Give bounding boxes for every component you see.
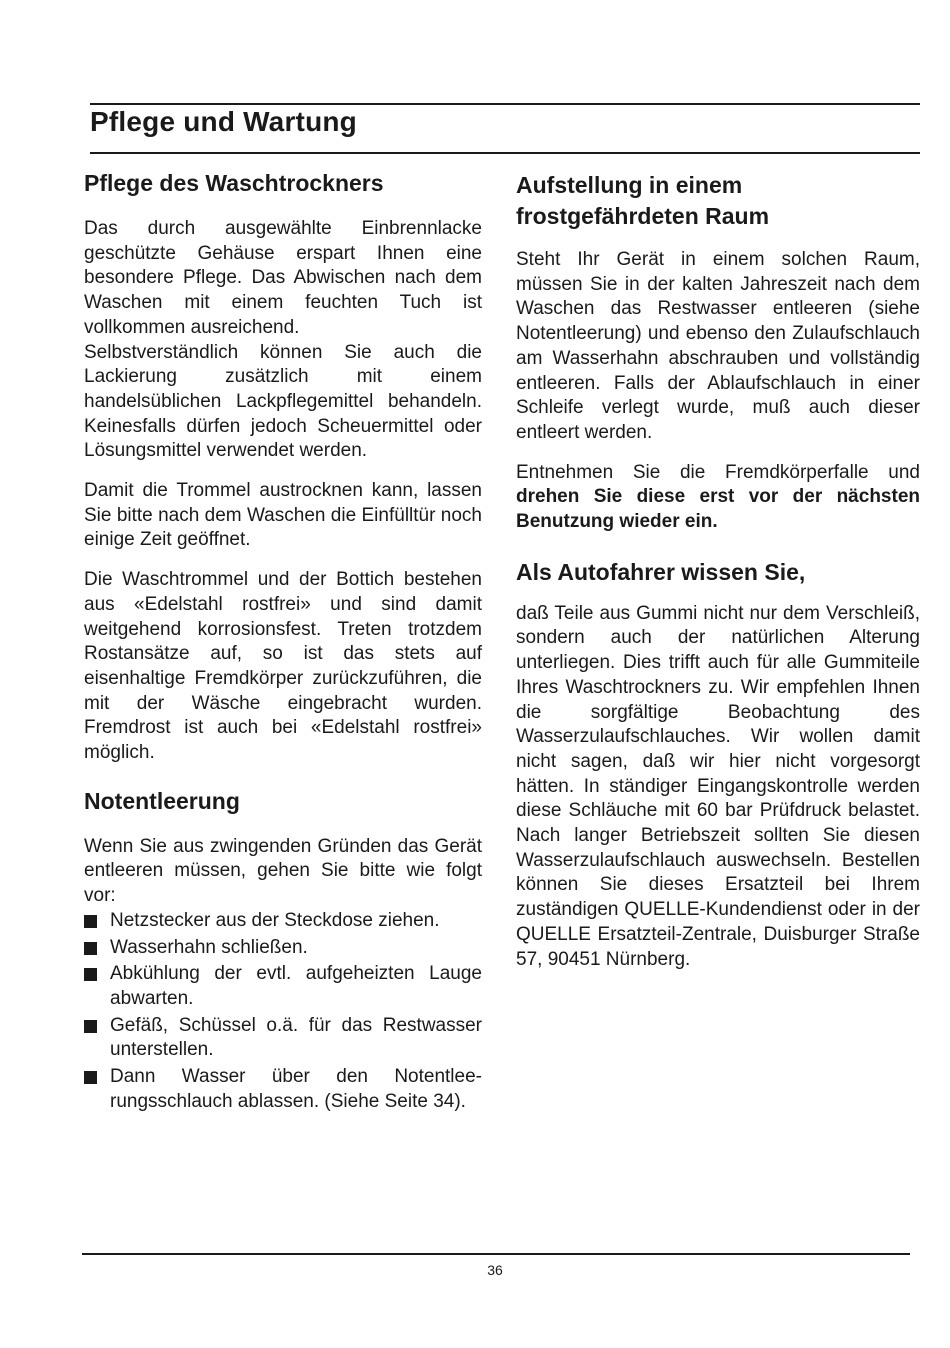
right-column [516, 170, 920, 987]
driver-paragraph: daß Teile aus Gummi nicht nur dem Verschleiß, sondern auch der natürlichen Alterung unterliegen. Dies trifft auch für alle Gummiteile Ihres Waschtrockners zu. Wir empfehlen Ihnen die sorgfältige Beobachtung des Wasserzulaufschlauches. Wir wollen damit nicht sagen, daß wir hier nicht vorgesorgt hätten. In ständiger Eingangskontrolle werden diese Schläuche mit 60 bar Prüfdruck belastet. Nach langer Betriebszeit sollten Sie diesen Wasserzulaufschlauch auswechseln. Bestellen können Sie dieses Ersatzteil bei Ihrem zuständigen QUELLE-Kundendienst oder in der QUELLE Ersatzteil-Zentrale, Duisburger Straße 57, 90451 Nürnberg. [516, 602, 920, 970]
care-paragraph-1: Das durch ausgewählte Einbrennlacke geschützte Gehäuse erspart Ihnen eine besondere Pflege. Das Abwischen nach dem Waschen mit einem feuchten Tuch ist vollkommen ausreichend. [84, 218, 482, 338]
square-bullet-icon [84, 968, 97, 981]
step-text: Wasserhahn schließen. [110, 936, 308, 958]
emergency-drain-heading: Notentleerung [84, 787, 240, 814]
care-paragraph-3: Damit die Trommel austrocknen kann, lassen Sie bitte nach dem Waschen die Einfülltür noch einige Zeit geöffnet. [84, 480, 482, 551]
square-bullet-icon [84, 1071, 97, 1084]
step-text: Netzstecker aus der Steckdose ziehen. [110, 909, 440, 931]
list-item [84, 962, 482, 1011]
list-item [84, 1065, 482, 1114]
square-bullet-icon [84, 1020, 97, 1033]
header-bottom-rule [90, 152, 920, 154]
left-column [84, 168, 482, 1121]
emergency-drain-intro: Wenn Sie aus zwingenden Gründen das Gerät entleeren müssen, gehen Sie bitte wie folgt vor: [84, 835, 482, 907]
driver-section [516, 557, 920, 973]
frost-paragraph-2-text: Entnehmen Sie die Fremdkörperfalle und [516, 461, 920, 483]
footer-rule [82, 1253, 910, 1255]
frost-section [516, 170, 920, 535]
care-heading: Pflege des Waschtrockners [84, 170, 384, 196]
frost-heading: Aufstellung in einem frostgefährdeten Raum [516, 172, 770, 229]
step-text: Abkühlung der evtl. aufgeheizten Lauge abwarten. [110, 963, 482, 1009]
square-bullet-icon [84, 915, 97, 928]
list-item [84, 1014, 482, 1063]
step-text: Dann Wasser über den Notentleerungsschlauch ablassen. (Siehe Seite 34). [110, 1066, 482, 1112]
page-number: 36 [487, 1262, 503, 1278]
step-text: Gefäß, Schüssel o.ä. für das Restwasser unterstellen. [110, 1014, 482, 1061]
care-section [84, 168, 482, 766]
care-paragraph-4: Die Waschtrommel und der Bottich bestehen aus «Edelstahl rostfrei» und sind damit weitgehend korrosionsfest. Treten trotzdem Rostansätze auf, so ist das stets auf eisenhaltige Fremdkörper zurückzuführen, die mit der Wäsche eingebracht wurden. Fremdrost ist auch bei «Edelstahl rostfrei» möglich. [84, 569, 482, 764]
frost-paragraph-1: Steht Ihr Gerät in einem solchen Raum, müssen Sie in der kalten Jahreszeit nach dem Waschen das Restwasser entleeren (siehe Notentleerung) und ebenso den Zulaufschlauch am Wasserhahn abschrauben und vollständig entleeren. Falls der Ablaufschlauch in einer Schleife verlegt wurde, muß auch dieser entleert werden. [516, 249, 920, 443]
driver-heading: Als Autofahrer wissen Sie, [516, 558, 806, 585]
list-item [84, 909, 482, 934]
care-paragraph-2: Selbstverständlich können Sie auch die Lackierung zusätzlich mit einem handelsüblichen Lackpflegemittel behandeln. Keinesfalls dürfen jedoch Scheuermittel oder Lösungsmittel verwendet werden. [84, 341, 482, 462]
emergency-drain-section [84, 786, 482, 1115]
list-item [84, 936, 482, 961]
emergency-drain-steps [84, 909, 482, 1115]
page-title: Pflege und Wartung [90, 106, 357, 137]
square-bullet-icon [84, 942, 97, 955]
frost-paragraph-2 [516, 461, 920, 535]
frost-paragraph-2-emphasis: drehen Sie diese erst vor der nächsten Benutzung wieder ein. [516, 486, 920, 533]
header-top-rule [90, 103, 920, 105]
